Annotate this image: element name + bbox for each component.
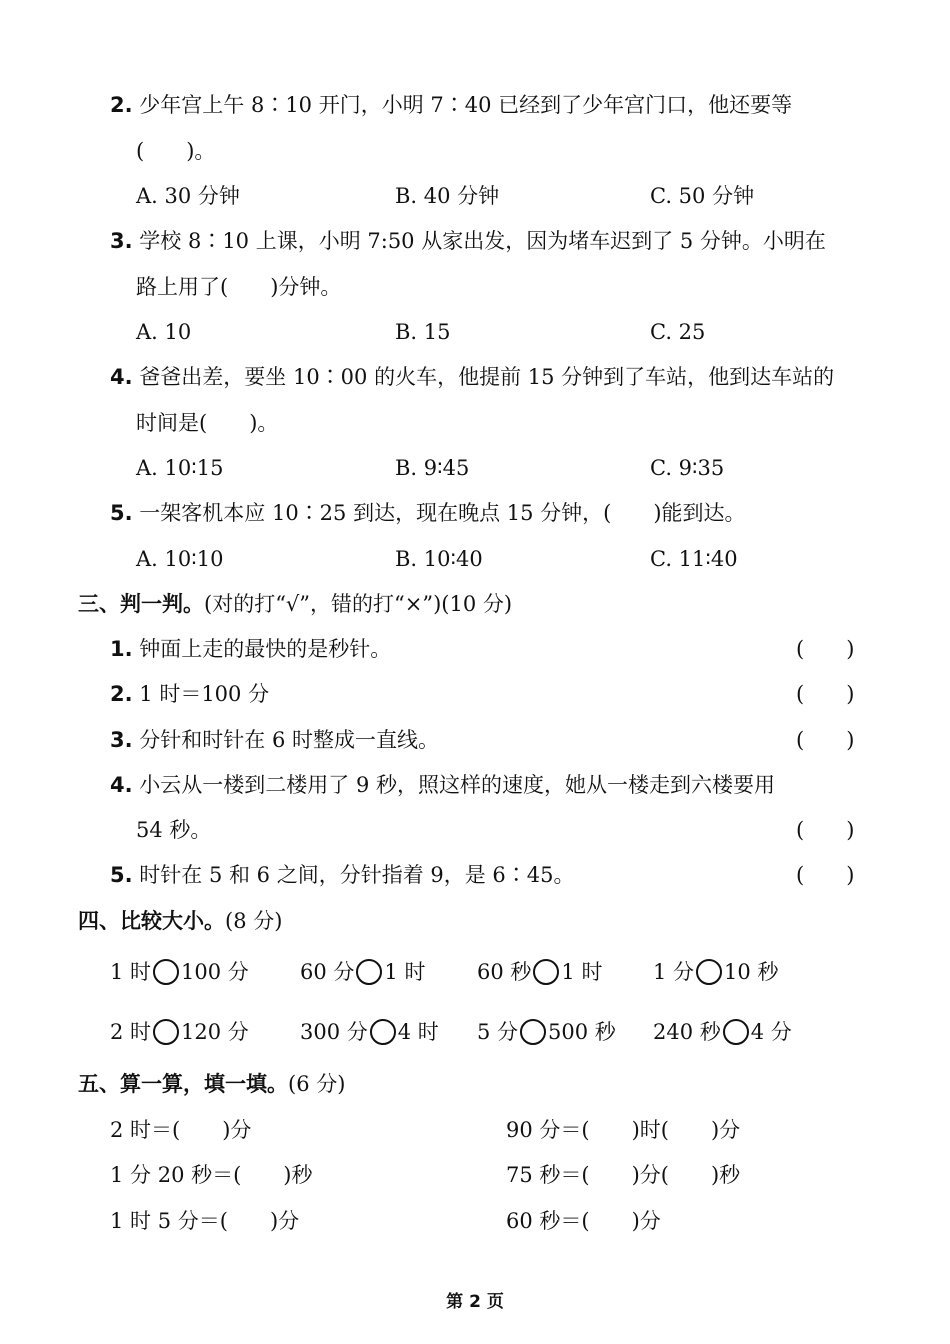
question-number: 5. xyxy=(110,863,133,887)
compare-pair xyxy=(110,962,249,985)
question-number: 4. xyxy=(110,773,133,797)
compare-pair xyxy=(477,962,602,985)
question-4-line2: 时间是( )。 xyxy=(136,411,279,435)
compare-pair xyxy=(300,1022,439,1045)
compare-right: 4 时 xyxy=(397,1020,439,1044)
question-3 xyxy=(110,231,826,252)
section-note: (8 分) xyxy=(225,909,283,933)
answer-blank: ( ) xyxy=(796,728,855,752)
compare-pair xyxy=(110,1022,249,1045)
question-4 xyxy=(110,367,834,388)
compare-left: 1 时 xyxy=(110,960,152,984)
section-title: 五、算一算，填一填。 xyxy=(78,1072,288,1096)
compare-pair xyxy=(477,1022,616,1045)
question-text: 分针和时针在 6 时整成一直线。 xyxy=(139,728,439,752)
judge-item-1 xyxy=(110,639,391,660)
option-c: C. 9∶35 xyxy=(650,456,725,480)
question-text: 少年宫上午 8∶10 开门，小明 7∶40 已经到了少年宫门口，他还要等 xyxy=(139,93,793,117)
compare-circle[interactable] xyxy=(370,1019,396,1045)
compare-circle[interactable] xyxy=(520,1019,546,1045)
compare-left: 240 秒 xyxy=(653,1020,721,1044)
compare-pair xyxy=(653,1022,792,1045)
question-number: 2. xyxy=(110,682,133,706)
answer-blank: ( ) xyxy=(796,818,855,842)
question-text: 时针在 5 和 6 之间，分针指着 9，是 6∶45。 xyxy=(139,863,575,887)
compare-pair xyxy=(300,962,425,985)
option-b: B. 40 分钟 xyxy=(395,184,500,208)
question-text: 学校 8∶10 上课，小明 7:50 从家出发，因为堵车迟到了 5 分钟。小明在 xyxy=(139,229,826,253)
section-5-heading xyxy=(78,1074,345,1095)
section-note: (6 分) xyxy=(288,1072,346,1096)
option-a: A. 10∶10 xyxy=(136,547,224,571)
question-number: 4. xyxy=(110,365,133,389)
fill-item: 2 时＝( )分 xyxy=(110,1118,252,1142)
section-4-heading xyxy=(78,911,282,932)
question-2-line2: ( )。 xyxy=(136,139,216,163)
judge-item-2 xyxy=(110,684,269,705)
question-text: 一架客机本应 10∶25 到达，现在晚点 15 分钟，( )能到达。 xyxy=(139,501,746,525)
question-number: 2. xyxy=(110,93,133,117)
option-a: A. 10 xyxy=(136,320,192,344)
question-text: 爸爸出差，要坐 10∶00 的火车，他提前 15 分钟到了车站，他到达车站的 xyxy=(139,365,835,389)
judge-item-3 xyxy=(110,730,439,751)
compare-left: 1 分 xyxy=(653,960,695,984)
option-c: C. 11∶40 xyxy=(650,547,738,571)
section-title: 四、比较大小。 xyxy=(78,909,225,933)
question-number: 5. xyxy=(110,501,133,525)
fill-item: 1 分 20 秒＝( )秒 xyxy=(110,1163,313,1187)
compare-right: 120 分 xyxy=(181,1020,249,1044)
question-text: 小云从一楼到二楼用了 9 秒，照这样的速度，她从一楼走到六楼要用 xyxy=(139,773,775,797)
fill-item: 60 秒＝( )分 xyxy=(506,1209,661,1233)
compare-right: 500 秒 xyxy=(548,1020,616,1044)
compare-left: 5 分 xyxy=(477,1020,519,1044)
fill-item: 90 分＝( )时( )分 xyxy=(506,1118,741,1142)
judge-item-5 xyxy=(110,865,575,886)
compare-left: 60 分 xyxy=(300,960,355,984)
option-a: A. 30 分钟 xyxy=(136,184,240,208)
compare-left: 2 时 xyxy=(110,1020,152,1044)
compare-left: 300 分 xyxy=(300,1020,368,1044)
option-c: C. 50 分钟 xyxy=(650,184,755,208)
compare-right: 10 秒 xyxy=(724,960,779,984)
question-2 xyxy=(110,95,792,116)
option-b: B. 10∶40 xyxy=(395,547,483,571)
compare-circle[interactable] xyxy=(153,959,179,985)
answer-blank: ( ) xyxy=(796,637,855,661)
compare-right: 1 时 xyxy=(384,960,426,984)
question-text: 1 时＝100 分 xyxy=(139,682,270,706)
fill-item: 75 秒＝( )分( )秒 xyxy=(506,1163,741,1187)
question-5 xyxy=(110,503,746,524)
compare-right: 100 分 xyxy=(181,960,249,984)
section-note: (对的打“√”，错的打“×”)(10 分) xyxy=(204,592,513,616)
judge-item-4 xyxy=(110,775,775,796)
option-c: C. 25 xyxy=(650,320,706,344)
compare-circle[interactable] xyxy=(696,959,722,985)
option-b: B. 9∶45 xyxy=(395,456,470,480)
section-title: 三、判一判。 xyxy=(78,592,204,616)
question-number: 3. xyxy=(110,229,133,253)
section-3-heading xyxy=(78,594,512,615)
page-number: 第 2 页 xyxy=(446,1292,504,1312)
option-b: B. 15 xyxy=(395,320,451,344)
compare-pair xyxy=(653,962,778,985)
answer-blank: ( ) xyxy=(796,863,855,887)
judge-item-4-line2: 54 秒。 xyxy=(136,818,212,842)
question-number: 1. xyxy=(110,637,133,661)
compare-circle[interactable] xyxy=(153,1019,179,1045)
question-3-line2: 路上用了( )分钟。 xyxy=(136,275,342,299)
option-a: A. 10∶15 xyxy=(136,456,224,480)
question-text: 钟面上走的最快的是秒针。 xyxy=(139,637,392,661)
compare-right: 4 分 xyxy=(750,1020,792,1044)
compare-circle[interactable] xyxy=(533,959,559,985)
question-number: 3. xyxy=(110,728,133,752)
compare-circle[interactable] xyxy=(723,1019,749,1045)
compare-left: 60 秒 xyxy=(477,960,532,984)
fill-item: 1 时 5 分＝( )分 xyxy=(110,1209,300,1233)
compare-circle[interactable] xyxy=(356,959,382,985)
answer-blank: ( ) xyxy=(796,682,855,706)
compare-right: 1 时 xyxy=(561,960,603,984)
